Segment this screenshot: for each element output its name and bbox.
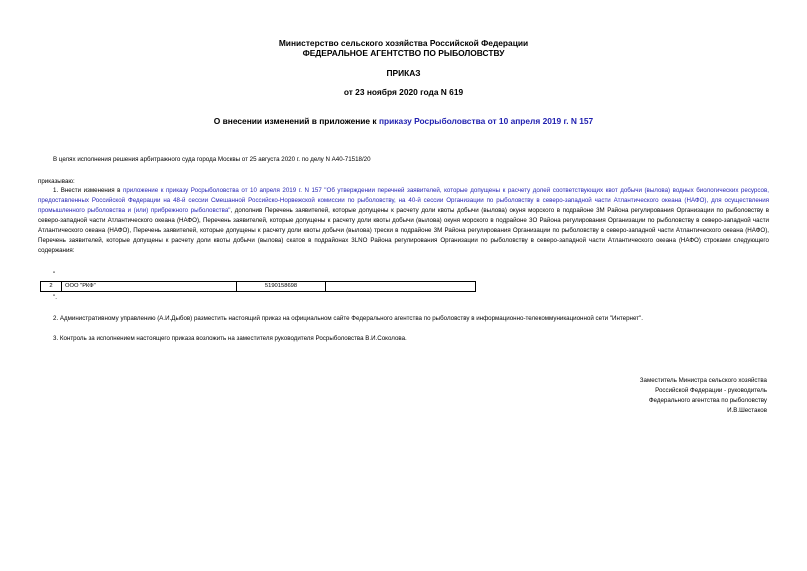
item1-rest: , дополнив Перечень заявителей, которые допущены к расчету доли квоты добычи (вылова) окуня морского в подрайоне 3М Района регулирования Организации по рыболовству в северо-западной части Атлантического океана (НАФО), Перечень заявителей, которые допущены к расчету доли квоты добычи (вылова) окуня морского в подрайоне 3О Района регулирования Организации по рыболовству в северо-западной части Атлантического океана (НАФО), Перечень заявителей, которые допущены к расчету доли квоты добычи (вылова) трески в подрайоне 3М Района регулирования Организации по рыболовству в северо-западной части Атлантического океана (НАФО), Перечень заявителей, которые допущены к расчету доли квоты добычи (вылова) скатов в подрайонах 3LNO Района регулирования Организации по рыболовству в северо-западной части Атлантического океана (НАФО) строками следующего содержания: [38, 207, 769, 254]
row-empty [326, 282, 476, 292]
quote-close: ". [53, 294, 57, 301]
item-1 [38, 186, 769, 256]
quote-open: " [53, 271, 56, 278]
preamble: В целях исполнения решения арбитражного суда города Москвы от 25 августа 2020 г. по делу N А40-71518/20 [53, 156, 371, 163]
signature-name: И.В.Шестаков [727, 407, 767, 414]
signature-line-2: Российской Федерации - руководитель [655, 387, 767, 394]
signature-line-1: Заместитель Министра сельского хозяйства [639, 377, 767, 384]
doc-type: ПРИКАЗ [386, 68, 421, 78]
subject-link[interactable]: приказу Росрыболовства от 10 апреля 2019 г. N 157 [378, 116, 594, 126]
ministry-title: Министерство сельского хозяйства Российской Федерации [278, 38, 529, 48]
item-3: 3. Контроль за исполнением настоящего приказа возложить на заместителя руководителя Росрыболовства В.И.Соколова. [53, 335, 407, 342]
row-name: ООО "РКФ" [62, 282, 237, 292]
subject-prefix: О внесении изменений в приложение к [213, 116, 379, 126]
signature-line-3: Федерального агентства по рыболовству [648, 397, 767, 404]
item1-link[interactable]: приложение к приказу Росрыболовства от 10 апреля 2019 г. N 157 "Об утверждении перечней заявителей, которые допущены к расчету долей соответствующих квот добычи (вылова) водных биологических ресурсов, предоставленных Российской Федерации на 48-й сессии Смешанной Российско-Норвежской комиссии по рыболовству, на 40-й сессии Организации по рыболовству в северо-западной части Атлантического океана (НАФО), для осуществления промышленного рыболовства и (или) прибрежного рыболовства" [38, 187, 769, 214]
applicants-table [40, 281, 476, 292]
item-2: 2. Административному управлению (А.И.Дыбов) разместить настоящий приказ на официальном сайте Федерального агентства по рыболовству в информационно-телекоммуникационной сети "Интернет". [53, 315, 643, 322]
signature-block [640, 376, 767, 416]
agency-title: ФЕДЕРАЛЬНОЕ АГЕНТСТВО ПО РЫБОЛОВСТВУ [302, 48, 505, 58]
row-inn: 5190158698 [237, 282, 326, 292]
order-word: приказываю: [38, 178, 75, 185]
item1-prefix: 1. Внести изменения в [53, 187, 123, 194]
doc-subject [0, 116, 807, 127]
table-row [41, 282, 476, 292]
doc-date-number: от 23 ноября 2020 года N 619 [343, 87, 464, 97]
row-num: 2 [41, 282, 62, 292]
